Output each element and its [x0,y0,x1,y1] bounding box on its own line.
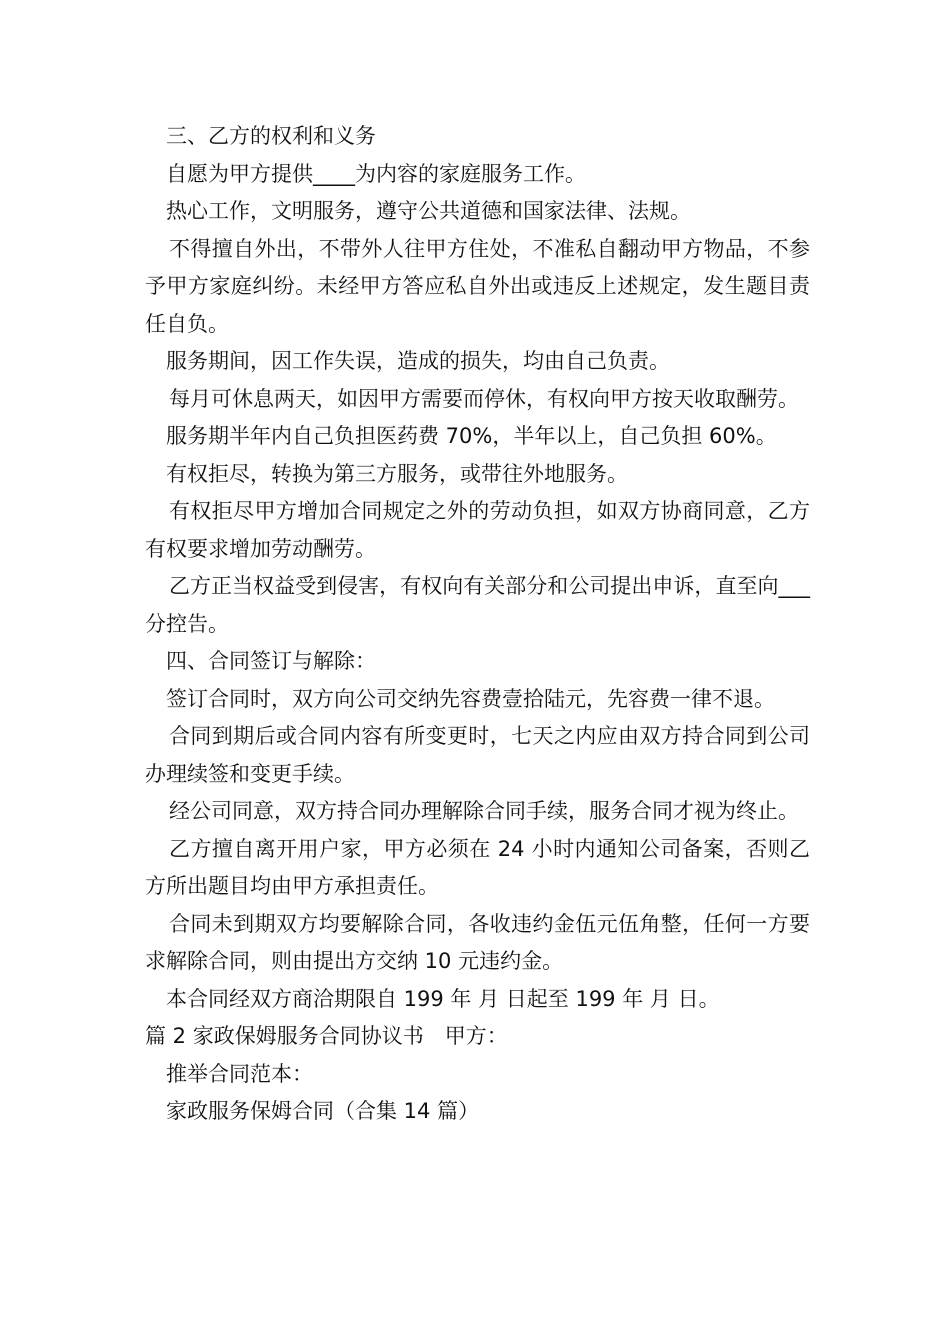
paragraph: 乙方擅自离开用户家，甲方必须在 24 小时内通知公司备案，否则乙方所出题目均由甲方承担责任。 [145,836,810,898]
paragraph: 热心工作，文明服务，遵守公共道德和国家法律、法规。 [166,199,691,223]
paragraph: 服务期间，因工作失误，造成的损失，均由自己负责。 [166,349,670,373]
paragraph: 签订合同时，双方向公司交纳先容费壹拾陆元，先容费一律不退。 [166,686,775,711]
paragraph: 经公司同意，双方持合同办理解除合同手续，服务合同才视为终止。 [169,799,799,823]
paragraph: 有权拒尽甲方增加合同规定之外的劳动负担，如双方协商同意，乙方有权要求增加劳动酬劳。 [145,499,810,561]
paragraph: 合同到期后或合同内容有所变更时，七天之内应由双方持合同到公司办理续签和变更手续。 [145,724,810,786]
paragraph: 服务期半年内自己负担医药费 70%，半年以上，自己负担 60%。 [166,424,777,448]
paragraph: 自愿为甲方提供____为内容的家庭服务工作。 [166,161,586,186]
paragraph: 本合同经双方商洽期限自 199 年 月 日起至 199 年 月 日。 [166,986,720,1011]
document-body [145,118,810,1131]
paragraph: 推举合同范本： [166,1061,313,1086]
section-heading-3: 三、乙方的权利和义务 [166,124,376,148]
paragraph: 乙方正当权益受到侵害，有权向有关部分和公司提出申诉，直至向___分控告。 [145,574,810,636]
paragraph: 每月可休息两天，如因甲方需要而停休，有权向甲方按天收取酬劳。 [169,386,799,411]
article-title: 篇 2 家政保姆服务合同协议书 甲方： [145,1024,508,1048]
paragraph: 不得擅自外出，不带外人往甲方住处，不准私自翻动甲方物品，不参予甲方家庭纠纷。未经甲方答应私自外出或违反上述规定，发生题目责任自负。 [145,236,810,336]
paragraph: 有权拒尽，转换为第三方服务，或带往外地服务。 [166,461,628,486]
paragraph: 家政服务保姆合同（合集 14 篇） [166,1099,480,1123]
paragraph: 合同未到期双方均要解除合同，各收违约金伍元伍角整，任何一方要求解除合同，则由提出方交纳 10 元违约金。 [145,911,810,973]
section-heading-4: 四、合同签订与解除： [166,649,376,673]
